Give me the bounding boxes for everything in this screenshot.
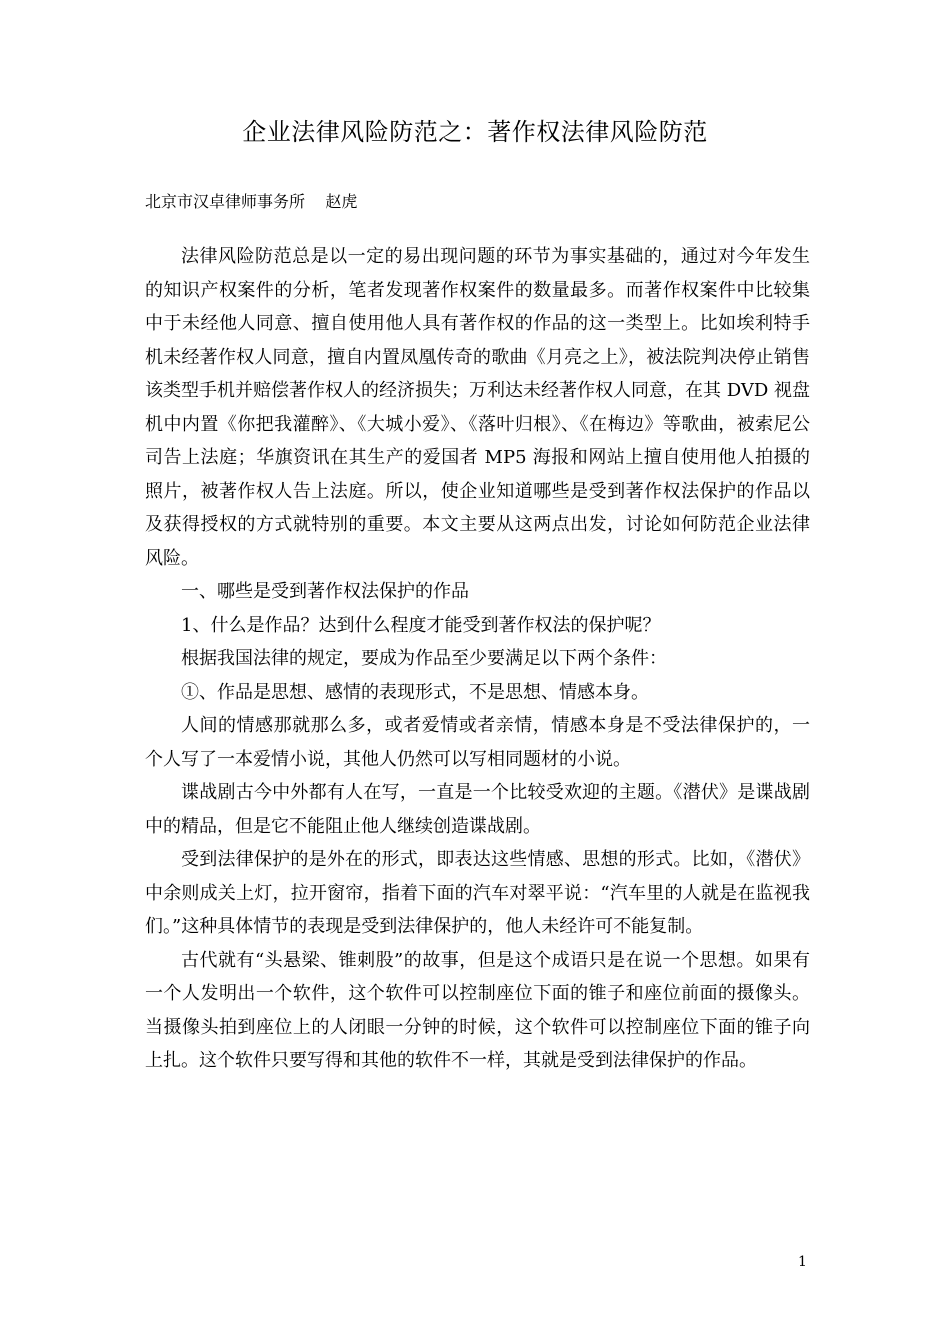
condition-item-1: ①、作品是思想、感情的表现形式，不是思想、情感本身。 [181, 681, 649, 703]
paragraph-external-form: 受到法律保护的是外在的形式，即表达这些情感、思想的形式。比如，《潜伏》中余则成关上灯，拉开窗帘，指着下面的汽车对翠平说：“汽车里的人就是在监视我们。”这种具体情节的表现是受到法律保护的，他人未经许可不能复制。 [145, 849, 810, 937]
paragraph-emotion: 人间的情感那就那么多，或者爱情或者亲情，情感本身是不受法律保护的，一个人写了一本爱情小说，其他人仍然可以写相同题材的小说。 [145, 715, 810, 770]
author-line: 北京市汉卓律师事务所 赵虎 [145, 192, 358, 211]
subsection-heading-what-is-work: 1、什么是作品？达到什么程度才能受到著作权法的保护呢？ [181, 614, 661, 636]
section-heading-protected-works: 一、哪些是受到著作权法保护的作品 [181, 581, 469, 602]
paragraph-conditions: 根据我国法律的规定，要成为作品至少要满足以下两个条件： [181, 648, 667, 669]
paragraph-intro: 法律风险防范总是以一定的易出现问题的环节为事实基础的，通过对今年发生的知识产权案件的分析，笔者发现著作权案件的数量最多。而著作权案件中比较集中于未经他人同意、擅自使用他人具有著作权的作品的这一类型上。比如埃利特手机未经著作权人同意，擅自内置凤凰传奇的歌曲《月亮之上》，被法院判决停止销售该类型手机并赔偿著作权人的经济损失；万利达未经著作权人同意，在其 DVD 视盘机中内置《你把我灌醉》、《大城小爱》、《落叶归根》、《在梅边》等歌曲，被索尼公司告上法庭；华旗资讯在其生产的爱国者 MP5 海报和网站上擅自使用他人拍摄的照片，被著作权人告上法庭。所以，使企业知道哪些是受到著作权法保护的作品以及获得授权的方式就特别的重要。本文主要从这两点出发，讨论如何防范企业法律风险。 [145, 246, 810, 569]
paragraph-spy-drama: 谍战剧古今中外都有人在写，一直是一个比较受欢迎的主题。《潜伏》是谍战剧中的精品，但是它不能阻止他人继续创造谍战剧。 [145, 782, 810, 837]
paragraph-software-example: 古代就有“头悬梁、锥刺股”的故事，但是这个成语只是在说一个思想。如果有一个人发明出一个软件，这个软件可以控制座位下面的锥子和座位前面的摄像头。当摄像头拍到座位上的人闭眼一分钟的时候，这个软件可以控制座位下面的锥子向上扎。这个软件只要写得和其他的软件不一样，其就是受到法律保护的作品。 [145, 949, 810, 1071]
page-number: 1 [798, 1254, 807, 1270]
document-body [145, 240, 810, 1078]
document-title: 企业法律风险防范之：著作权法律风险防范 [242, 118, 708, 146]
